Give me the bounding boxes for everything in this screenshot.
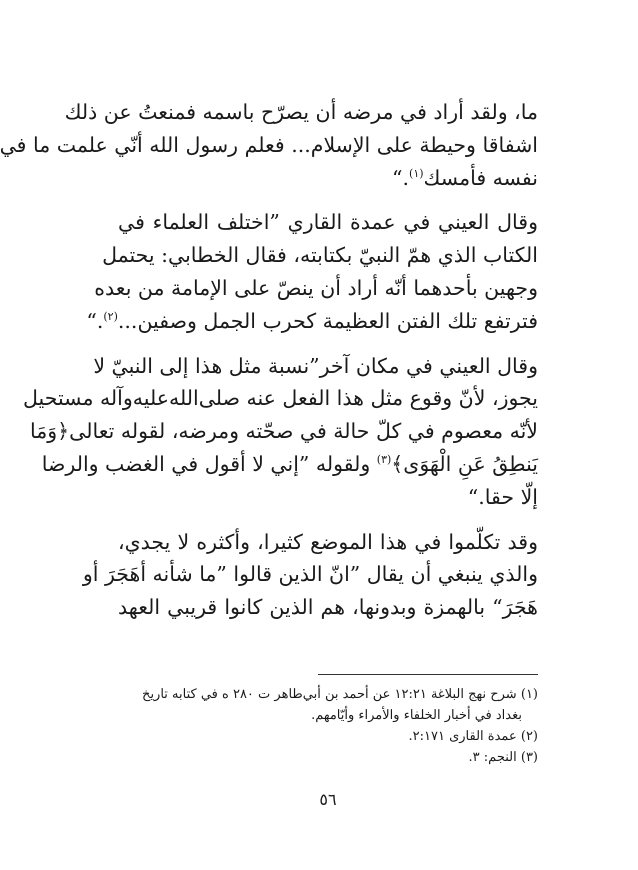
footnote-item (118, 747, 538, 768)
footnote-text: عمدة القارى ٢:١٧١. (408, 729, 517, 744)
text-line: يجوز، لأنّ وقوع مثل هذا الفعل عنه صلى‌الله‌عليه‌وآله مستحيل (23, 386, 538, 411)
text-fragment: .“ (86, 308, 104, 333)
footnote-text: شرح نهج البلاغة ١٢:٢١ عن أحمد بن أبي‌طاهر ت ٢٨٠ ه في كتابه تاريخ (142, 687, 517, 702)
text-fragment: نفسه فأمسك (423, 165, 538, 190)
text-line: الكتاب الذي همّ النبيّ بكتابته، فقال الخطابي: يحتمل (102, 243, 538, 268)
footnote-item (118, 684, 538, 705)
text-fragment: .“ (392, 165, 410, 190)
text-line: ما، ولقد أراد في مرضه أن يصرّح باسمه فمنعتُ عن ذلك (64, 100, 538, 124)
text-line: وقد تكلّموا في هذا الموضع كثيرا، وأكثره لا يجدي، (118, 529, 538, 554)
text-line (41, 448, 538, 481)
text-line: وقال العيني في عمدة القاري ”اختلف العلماء في (118, 210, 538, 235)
footnotes (118, 684, 538, 768)
quran-quote: يَنطِقُ عَنِ الْهَوَى﴾ (391, 451, 538, 476)
text-line: هَجَرَ“ بالهمزة وبدونها، هم الذين كانوا قريبي العهد (118, 595, 538, 620)
footnote-number: (٣) (520, 750, 538, 765)
text-line: إلّا حقا.“ (467, 484, 538, 509)
text-fragment: فترتفع تلك الفتن العظيمة كحرب الجمل وصفين... (117, 308, 538, 333)
text-line (86, 305, 538, 338)
main-text (0, 96, 538, 624)
text-line: وجهين بأحدهما أنّه أراد أن ينصّ على الإمامة من بعده (94, 275, 538, 300)
text-line: وقال العيني في مكان آخر”نسبة مثل هذا إلى النبيّ لا (93, 353, 538, 378)
text-line: لأنّه معصوم في كلّ حالة في صحّته ومرضه، لقوله تعالى﴿وَمَا (30, 419, 538, 444)
footnote-reference: (١) (409, 166, 424, 180)
footnote-text: النجم: ٣. (468, 750, 517, 765)
footnote-continuation: بغداد في أخبار الخلفاء والأمراء وأيّامهم. (311, 708, 522, 723)
text-line: اشفاقا وحيطة على الإسلام... فعلم رسول الله أنّي علمت ما في (0, 132, 538, 157)
text-fragment: ولقوله ”إني لا أقول في الغضب والرضا (41, 451, 377, 476)
page-number: ٥٦ (319, 790, 337, 809)
text-line (118, 162, 538, 195)
text-line: والذي ينبغي أن يقال ”انّ الذين قالوا ”ما شأنه أهَجَرَ أو (82, 562, 538, 587)
footnote-divider (318, 674, 538, 675)
footnote-number: (٢) (520, 729, 538, 744)
footnote-reference: (٢) (103, 309, 118, 323)
footnote-item (118, 726, 538, 747)
footnote-reference: (٣) (376, 453, 392, 467)
footnote-number: (١) (520, 687, 538, 702)
